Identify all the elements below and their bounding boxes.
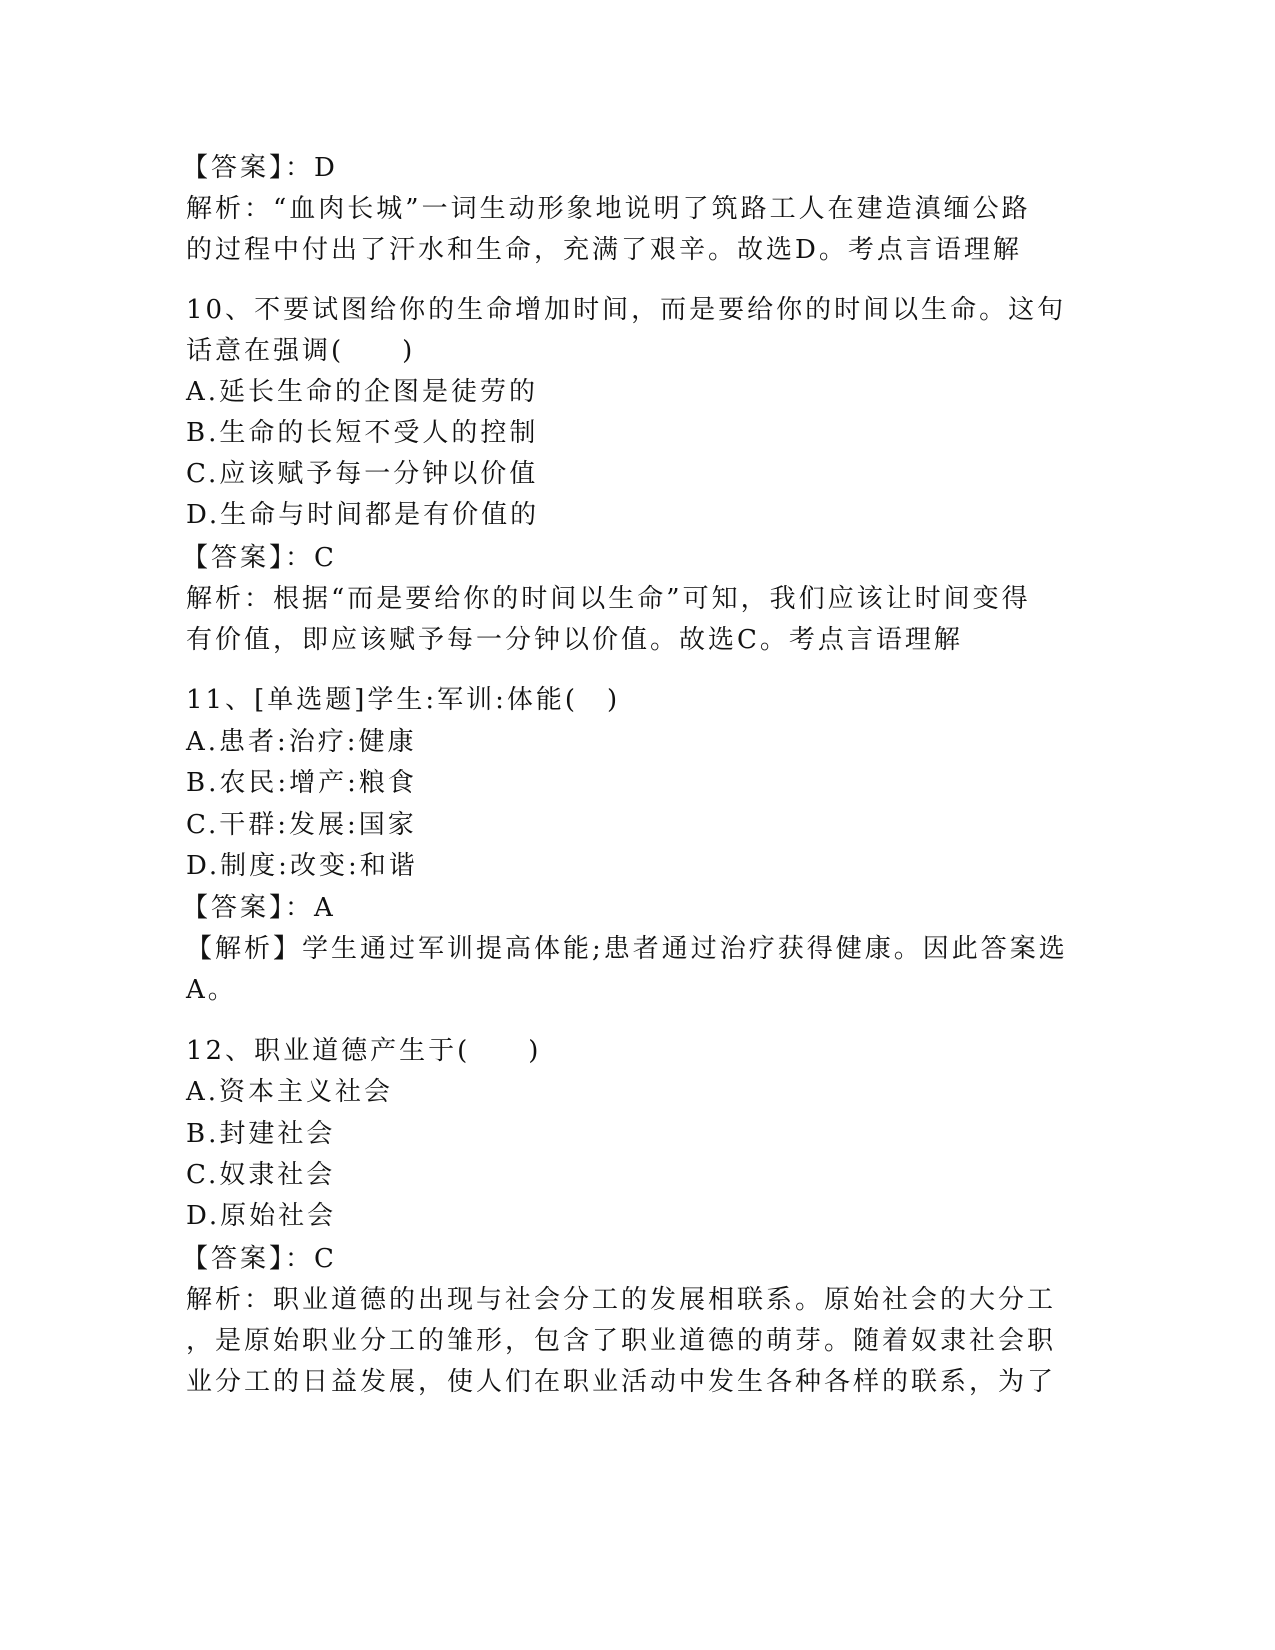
q11-option-a: A.患者:治疗:健康 <box>186 727 417 757</box>
q10-stem-line-2: 话意在强调( ) <box>186 336 416 366</box>
q11-option-b: B.农民:增产:粮食 <box>186 768 417 798</box>
q11-option-c: C.干群:发展:国家 <box>186 810 417 840</box>
q10-stem-line-1: 10、不要试图给你的生命增加时间，而是要给你的时间以生命。这句 <box>186 295 1067 325</box>
q10-option-a: A.延长生命的企图是徒劳的 <box>186 377 539 407</box>
q11-option-d: D.制度:改变:和谐 <box>186 851 418 881</box>
q12-option-b: B.封建社会 <box>186 1119 336 1149</box>
q9-analysis-line-1: 解析：“血肉长城”一词生动形象地说明了筑路工人在建造滇缅公路 <box>186 194 1031 224</box>
q10-option-c: C.应该赋予每一分钟以价值 <box>186 459 539 489</box>
q9-answer: 【答案】：D <box>182 153 338 183</box>
q11-answer: 【答案】：A <box>182 893 336 923</box>
q12-analysis-line-2: ，是原始职业分工的雏形，包含了职业道德的萌芽。随着奴隶社会职 <box>186 1326 1057 1356</box>
q9-analysis-line-2: 的过程中付出了汗水和生命，充满了艰辛。故选D。考点言语理解 <box>186 235 1022 265</box>
q12-option-c: C.奴隶社会 <box>186 1160 336 1190</box>
q10-option-d: D.生命与时间都是有价值的 <box>186 500 540 530</box>
q10-analysis-line-2: 有价值，即应该赋予每一分钟以价值。故选C。考点言语理解 <box>186 625 963 655</box>
q11-analysis-line-2: A。 <box>186 975 237 1005</box>
q10-answer: 【答案】：C <box>182 543 337 573</box>
q12-analysis-line-1: 解析：职业道德的出现与社会分工的发展相联系。原始社会的大分工 <box>186 1285 1057 1315</box>
q11-stem-line-1: 11、[单选题]学生:军训:体能( ) <box>186 685 621 715</box>
q11-analysis-line-1: 【解析】学生通过军训提高体能;患者通过治疗获得健康。因此答案选 <box>186 934 1068 964</box>
q12-analysis-line-3: 业分工的日益发展，使人们在职业活动中发生各种各样的联系，为了 <box>186 1367 1057 1397</box>
q12-stem-line-1: 12、职业道德产生于( ) <box>186 1036 542 1066</box>
q12-answer: 【答案】：C <box>182 1244 337 1274</box>
q10-analysis-line-1: 解析：根据“而是要给你的时间以生命”可知，我们应该让时间变得 <box>186 584 1031 614</box>
q12-option-d: D.原始社会 <box>186 1201 337 1231</box>
q10-option-b: B.生命的长短不受人的控制 <box>186 418 539 448</box>
q12-option-a: A.资本主义社会 <box>186 1077 394 1107</box>
